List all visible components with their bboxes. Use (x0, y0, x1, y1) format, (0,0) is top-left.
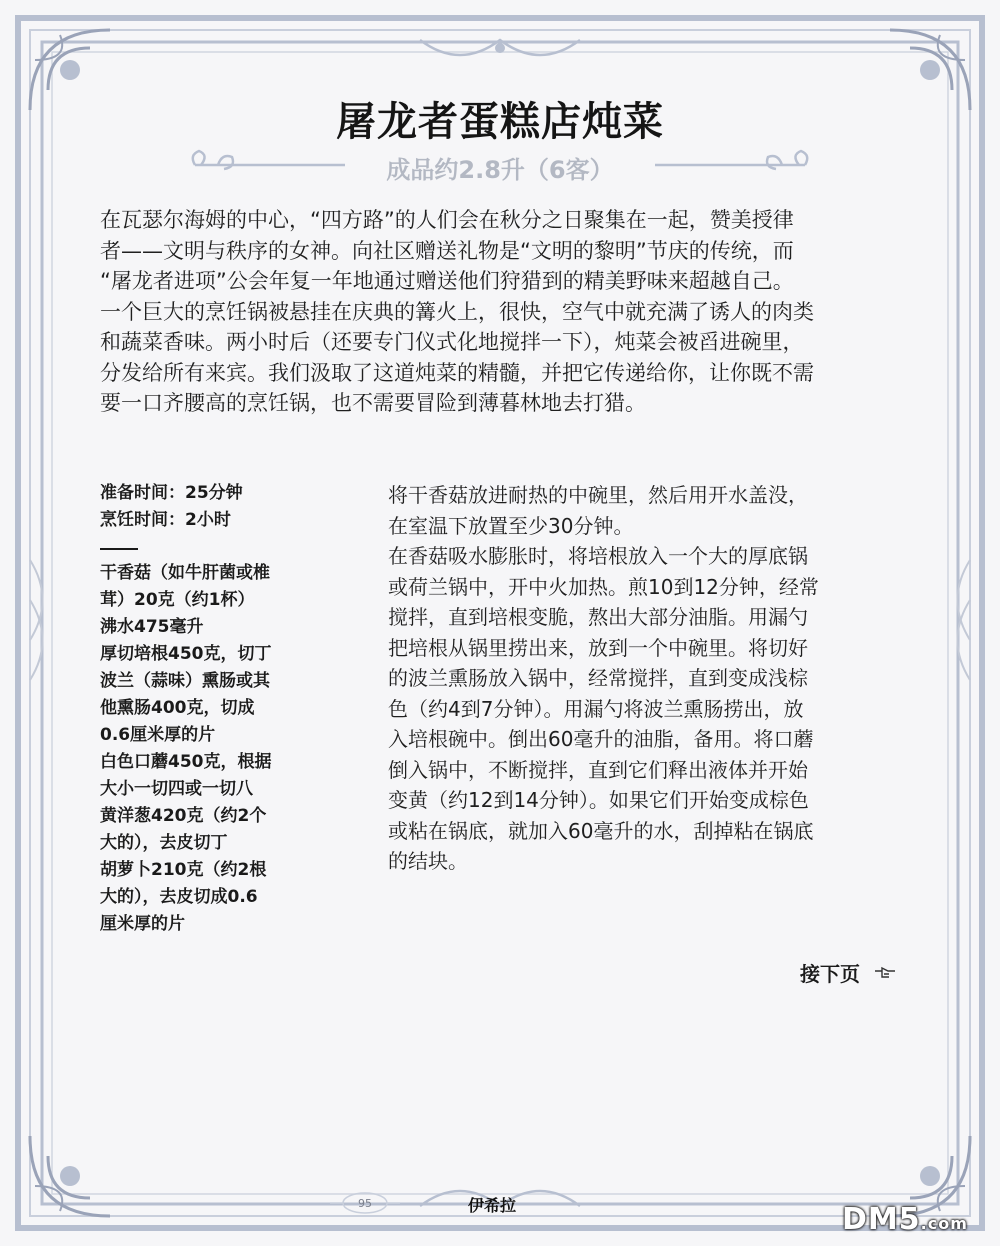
recipe-yield: 成品约2.8升（6客） (386, 156, 614, 184)
watermark-suffix: .com (920, 1214, 968, 1233)
recipe-title: 屠龙者蛋糕店炖菜 (336, 99, 664, 145)
prep-time: 准备时间：25分钟 (100, 483, 243, 503)
ingredient-line: 0.6厘米厚的片 (100, 725, 216, 745)
cook-time: 烹饪时间：2小时 (100, 510, 231, 530)
step-line: 把培根从锅里捞出来，放到一个中碗里。将切好 (388, 635, 808, 660)
step-line: 将干香菇放进耐热的中碗里，然后用开水盖没， (388, 483, 808, 507)
step-line: 色（约4到7分钟）。用漏勺将波兰熏肠捞出，放 (388, 696, 804, 721)
ingredient-line: 白色口蘑450克，根据 (100, 752, 272, 772)
step-line: 倒入锅中，不断搅拌，直到它们释出液体并开始 (388, 757, 808, 782)
intro-line: 要一口齐腰高的烹饪锅，也不需要冒险到薄暮林地去打猎。 (100, 391, 646, 415)
ingredient-line: 茸）20克（约1杯） (100, 590, 255, 610)
ingredient-line: 大的），去皮切成0.6 (100, 887, 258, 907)
intro-line: 和蔬菜香味。两小时后（还要专门仪式化地搅拌一下），炖菜会被舀进碗里， (100, 330, 804, 354)
intro-line: 分发给所有来宾。我们汲取了这道炖菜的精髓，并把它传递给你，让你既不需 (100, 360, 814, 385)
ingredient-line: 干香菇（如牛肝菌或椎 (100, 563, 270, 583)
intro-line: 在瓦瑟尔海姆的中心，“四方路”的人们会在秋分之日聚集在一起，赞美授律 (100, 208, 794, 232)
site-watermark (842, 1202, 968, 1237)
ingredient-line: 大小一切四或一切八 (100, 779, 253, 799)
step-line: 在室温下放置至少30分钟。 (388, 513, 634, 538)
next-page-link[interactable] (800, 958, 896, 987)
ingredient-line: 波兰（蒜味）熏肠或其 (100, 671, 270, 691)
intro-line: 者——文明与秩序的女神。向社区赠送礼物是“文明的黎明”节庆的传统，而 (100, 238, 794, 263)
step-line: 或粘在锅底，就加入60毫升的水，刮掉粘在锅底 (388, 818, 814, 843)
step-line: 入培根碗中。倒出60毫升的油脂，备用。将口蘑 (388, 727, 814, 751)
ingredients-column (100, 480, 320, 938)
intro-line: “屠龙者进项”公会年复一年地通过赠送他们狩猎到的精美野味来超越自己。 (100, 269, 794, 293)
ingredients-divider (100, 548, 138, 550)
pointing-hand-icon (874, 966, 896, 980)
step-line: 在香菇吸水膨胀时，将培根放入一个大的厚底锅 (388, 544, 808, 568)
ingredient-line: 沸水475毫升 (100, 617, 204, 637)
step-line: 或荷兰锅中，开中火加热。煎10到12分钟，经常 (388, 574, 819, 599)
step-line: 搅拌，直到培根变脆，熬出大部分油脂。用漏勺 (388, 605, 808, 629)
watermark-main: DM5 (842, 1202, 921, 1237)
author-name: 伊希拉 (468, 1196, 517, 1215)
intro-line: 一个巨大的烹饪锅被悬挂在庆典的篝火上，很快，空气中就充满了诱人的肉类 (100, 299, 814, 324)
ingredient-list (100, 560, 320, 938)
ingredient-line: 大的），去皮切丁 (100, 833, 228, 853)
page-number: 95 (358, 1197, 372, 1210)
step-line: 的波兰熏肠放入锅中，经常搅拌，直到变成浅棕 (388, 666, 808, 690)
next-page-label: 接下页 (800, 962, 860, 986)
ingredient-line: 胡萝卜210克（约2根 (100, 860, 267, 880)
ingredient-line: 黄洋葱420克（约2个 (100, 806, 267, 826)
ingredient-line: 厘米厚的片 (100, 914, 185, 934)
intro-paragraph (100, 205, 910, 419)
ingredient-line: 他熏肠400克，切成 (100, 698, 255, 718)
step-line: 的结块。 (388, 849, 468, 873)
steps-column (388, 480, 908, 877)
ingredient-line: 厚切培根450克，切丁 (100, 644, 272, 664)
step-line: 变黄（约12到14分钟）。如果它们开始变成棕色 (388, 788, 809, 812)
